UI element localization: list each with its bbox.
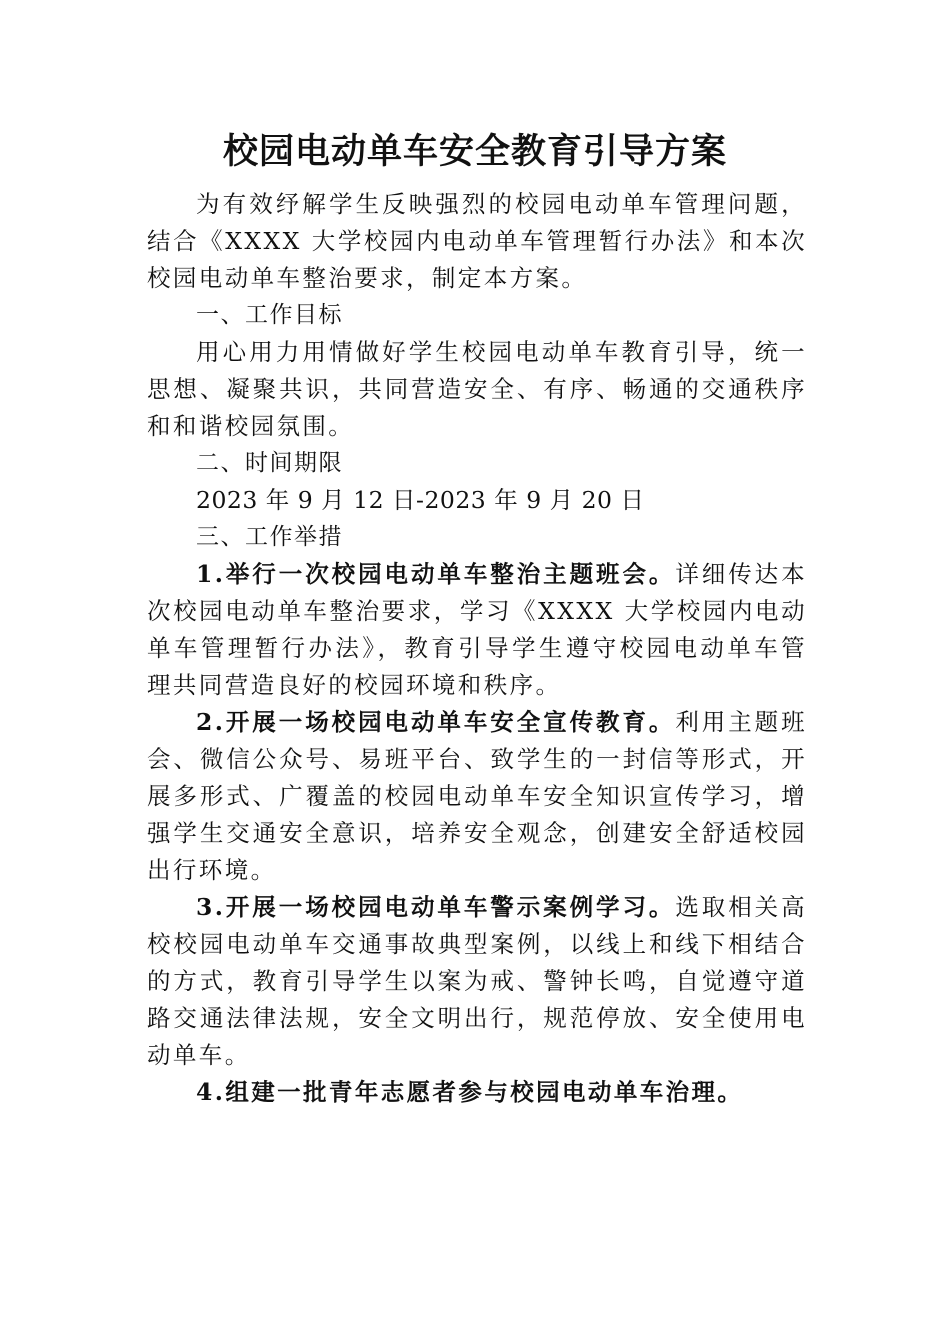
- measure-item-2-text: 利用主题班会、微信公众号、易班平台、致学生的一封信等形式，开展多形式、广覆盖的校园电动单车安全知识宣传学习，增强学生交通安全意识，培养安全观念，创建安全舒适校园出行环境。: [147, 708, 807, 884]
- measure-item-2-lead: 2.开展一场校园电动单车安全宣传教育。: [196, 708, 676, 736]
- document-body: [147, 186, 807, 1111]
- section-heading-measures: 三、工作举措: [196, 524, 343, 550]
- measure-item-3-text: 选取相关高校校园电动单车交通事故典型案例，以线上和线下相结合的方式，教育引导学生以案为戒、警钟长鸣，自觉遵守道路交通法律法规，安全文明出行，规范停放、安全使用电动单车。: [147, 893, 807, 1069]
- measure-item-3: [147, 889, 807, 1074]
- measure-item-4: [147, 1074, 807, 1111]
- section-heading-goals: 一、工作目标: [196, 302, 343, 328]
- measure-item-1: [147, 556, 807, 704]
- document-title: 校园电动单车安全教育引导方案: [222, 131, 727, 172]
- measure-item-4-lead: 4.组建一批青年志愿者参与校园电动单车治理。: [196, 1078, 744, 1106]
- timeframe-text: 2023 年 9 月 12 日-2023 年 9 月 20 日: [196, 486, 645, 514]
- measure-item-3-lead: 3.开展一场校园电动单车警示案例学习。: [196, 893, 676, 921]
- goals-paragraph: 用心用力用情做好学生校园电动单车教育引导，统一思想、凝聚共识，共同营造安全、有序、畅通的交通秩序和和谐校园氛围。: [147, 338, 807, 440]
- measure-item-1-lead: 1.举行一次校园电动单车整治主题班会。: [196, 560, 676, 588]
- measure-item-2: [147, 704, 807, 889]
- intro-paragraph: 为有效纾解学生反映强烈的校园电动单车管理问题，结合《XXXX 大学校园内电动单车管理暂行办法》和本次校园电动单车整治要求，制定本方案。: [147, 190, 807, 292]
- measure-item-1-text: 详细传达本次校园电动单车整治要求，学习《XXXX 大学校园内电动单车管理暂行办法》，教育引导学生遵守校园电动单车管理共同营造良好的校园环境和秩序。: [147, 560, 807, 699]
- section-heading-timeframe: 二、时间期限: [196, 450, 343, 476]
